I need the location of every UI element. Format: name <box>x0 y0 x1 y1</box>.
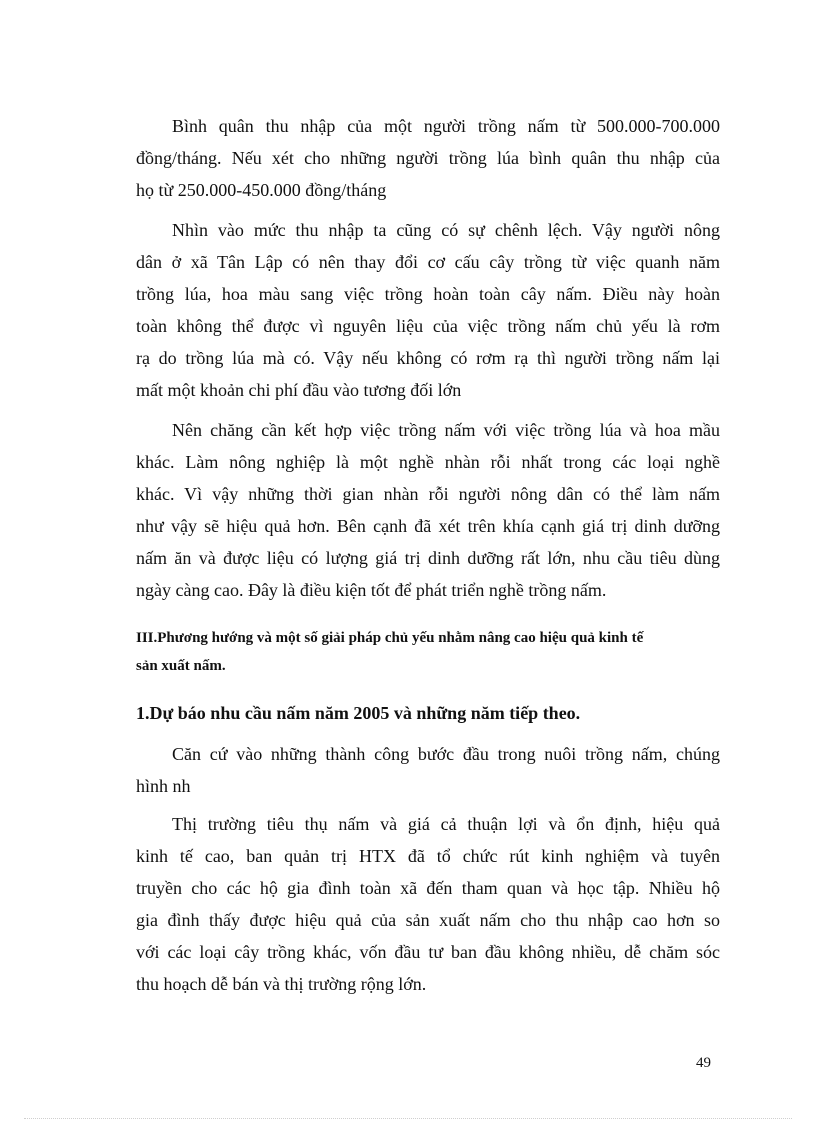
page-bottom-divider <box>24 1118 792 1119</box>
paragraph-initial-success <box>136 738 720 802</box>
text-line: hình nh <box>136 776 191 796</box>
text-line: Nên chăng cần kết hợp việc trồng nấm với việc trồng lúa và hoa mầu <box>172 420 720 440</box>
subsection-heading: 1.Dự báo nhu cầu nấm năm 2005 và những năm tiếp theo. <box>136 703 581 723</box>
text-line: khác. Làm nông nghiệp là một nghề nhàn rỗi nhất trong các loại nghề <box>136 452 720 472</box>
text-line: Thị trường tiêu thụ nấm và giá cả thuận lợi và ổn định, hiệu quả <box>172 814 720 834</box>
section-heading <box>136 624 720 680</box>
paragraph-combine-farming <box>136 414 720 606</box>
text-line: như vậy sẽ hiệu quả hơn. Bên cạnh đã xét trên khía cạnh giá trị dinh dưỡng <box>136 516 720 536</box>
paragraph-crop-structure <box>136 214 720 406</box>
text-line: họ từ 250.000-450.000 đồng/tháng <box>136 180 387 200</box>
text-line: ngày càng cao. Đây là điều kiện tốt để phát triển nghề trồng nấm. <box>136 580 607 600</box>
text-line: dân ở xã Tân Lập có nên thay đổi cơ cấu cây trồng từ việc quanh năm <box>136 252 720 272</box>
text-line: khác. Vì vậy những thời gian nhàn rỗi người nông dân có thể làm nấm <box>136 484 720 504</box>
text-line: mất một khoản chi phí đầu vào tương đối lớn <box>136 380 462 400</box>
text-line: gia đình thấy được hiệu quả của sản xuất nấm cho thu nhập cao hơn so <box>136 910 720 930</box>
text-line: nấm ăn và được liệu có lượng giá trị dinh dưỡng rất lớn, nhu cầu tiêu dùng <box>136 548 720 568</box>
text-line: Căn cứ vào những thành công bước đầu trong nuôi trồng nấm, chúng <box>172 744 720 764</box>
text-line: thu hoạch dễ bán và thị trường rộng lớn. <box>136 974 427 994</box>
text-line: trồng lúa, hoa màu sang việc trồng hoàn toàn cây nấm. Điều này hoàn <box>136 284 720 304</box>
text-line: truyền cho các hộ gia đình toàn xã đến tham quan và học tập. Nhiều hộ <box>136 878 720 898</box>
text-line: với các loại cây trồng khác, vốn đầu tư ban đầu không nhiều, dễ chăm sóc <box>136 942 720 962</box>
text-line: toàn không thể được vì nguyên liệu của việc trồng nấm chủ yếu là rơm <box>136 316 720 336</box>
text-line: Bình quân thu nhập của một người trồng nấm từ 500.000-700.000 <box>172 116 720 136</box>
page-number: 49 <box>696 1055 711 1071</box>
paragraph-income-comparison <box>136 110 720 206</box>
text-line: kinh tế cao, ban quản trị HTX đã tổ chức rút kinh nghiệm và tuyên <box>136 846 720 866</box>
heading-line: III.Phương hướng và một số giải pháp chủ yếu nhằm nâng cao hiệu quả kinh tế <box>136 630 644 646</box>
text-line: đồng/tháng. Nếu xét cho những người trồng lúa bình quân thu nhập của <box>136 148 720 168</box>
text-line: rạ do trồng lúa mà có. Vậy nếu không có rơm rạ thì người trồng nấm lại <box>136 348 720 368</box>
text-line: Nhìn vào mức thu nhập ta cũng có sự chênh lệch. Vậy người nông <box>172 220 720 240</box>
heading-line: sản xuất nấm. <box>136 658 226 674</box>
paragraph-market <box>136 808 720 1000</box>
